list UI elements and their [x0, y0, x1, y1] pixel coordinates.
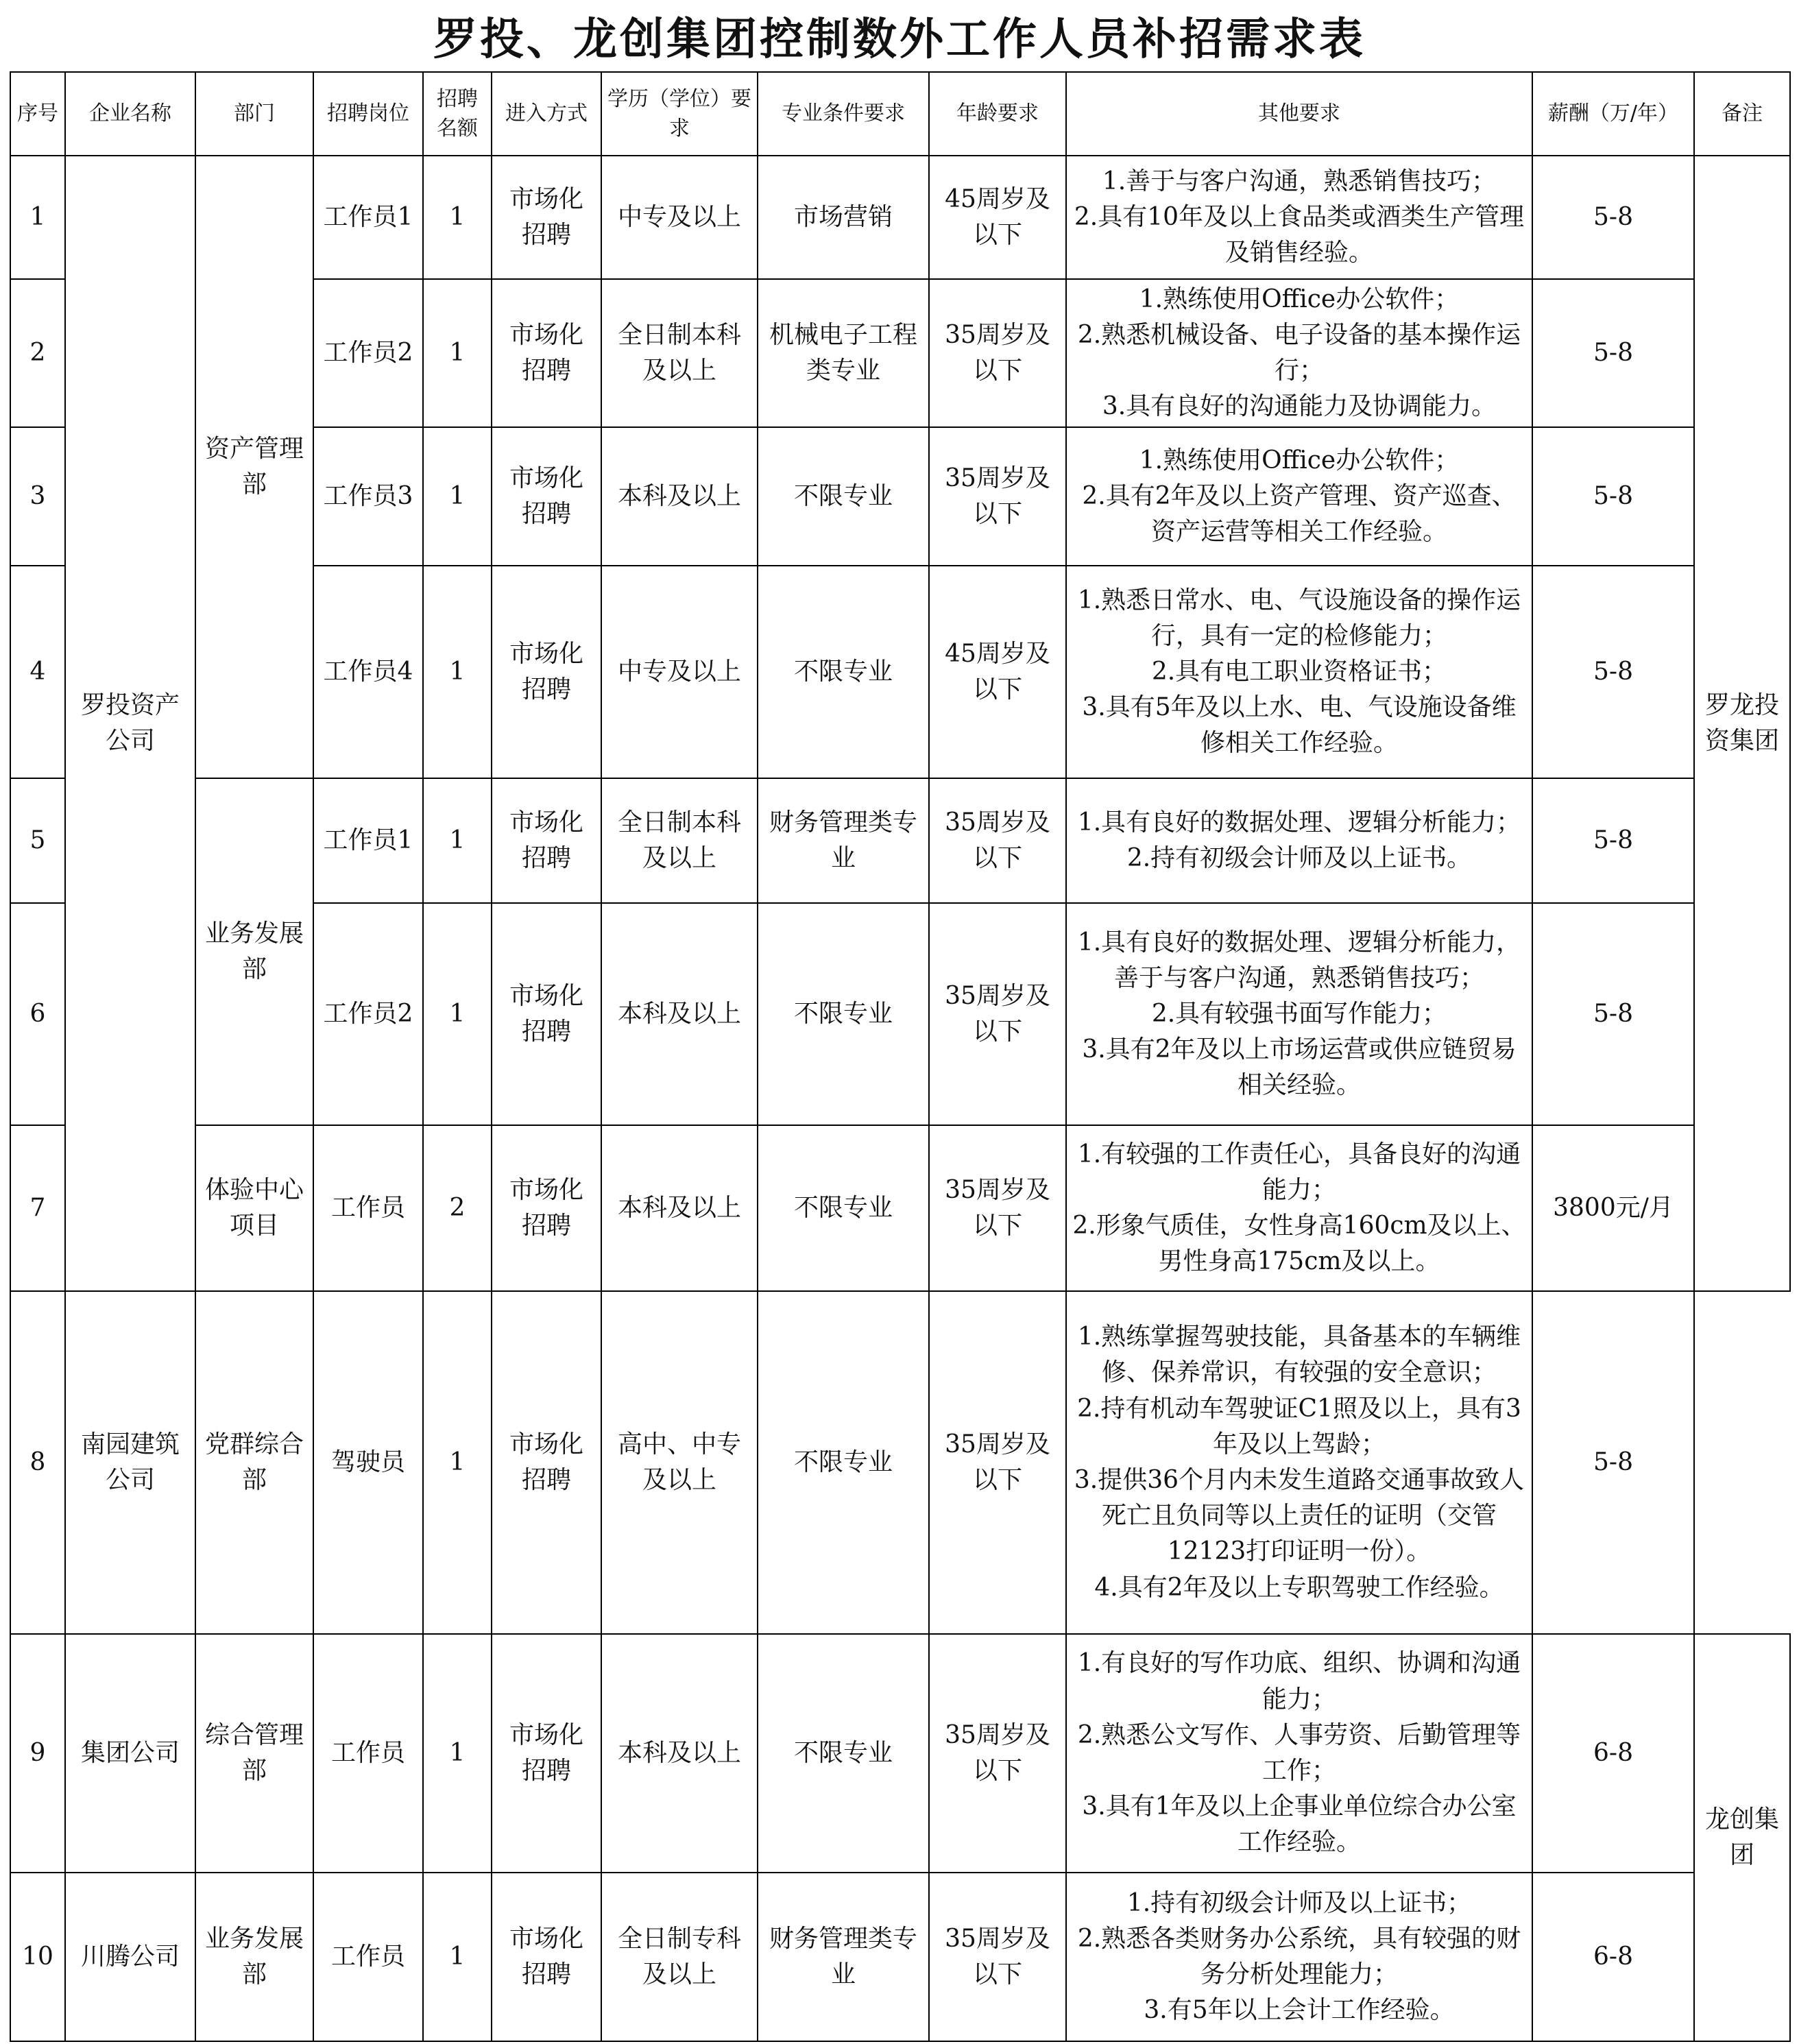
- cell-remark: 罗龙投资集团: [1694, 156, 1790, 1291]
- cell-salary: 5-8: [1532, 279, 1694, 427]
- cell-other: [1066, 566, 1532, 778]
- table-row: [10, 1873, 1790, 2041]
- cell-major: 机械电子工程类专业: [758, 279, 929, 427]
- cell-other: [1066, 427, 1532, 566]
- other-line: 2.熟悉机械设备、电子设备的基本操作运行；: [1077, 320, 1521, 385]
- cell-company: 集团公司: [65, 1634, 195, 1873]
- cell-age: 45周岁及以下: [929, 566, 1066, 778]
- cell-position: 工作员: [313, 1873, 423, 2041]
- cell-seq: 3: [10, 427, 65, 566]
- cell-method: 市场化招聘: [492, 1873, 601, 2041]
- other-line: 3.具有5年及以上水、电、气设施设备维修相关工作经验。: [1082, 693, 1517, 758]
- cell-age: 35周岁及以下: [929, 1873, 1066, 2041]
- other-line: 2.熟悉各类财务办公系统，具有较强的财务分析处理能力；: [1077, 1924, 1521, 1988]
- other-line: 3.具有1年及以上企事业单位综合办公室工作经验。: [1082, 1792, 1517, 1857]
- cell-method: 市场化招聘: [492, 1125, 601, 1291]
- cell-company: 川腾公司: [65, 1873, 195, 2041]
- cell-quota: 1: [423, 778, 492, 903]
- other-line: 1.有良好的写作功底、组织、协调和沟通能力；: [1077, 1649, 1521, 1714]
- cell-method: 市场化招聘: [492, 566, 601, 778]
- cell-dept: 业务发展部: [195, 778, 313, 1125]
- cell-seq: 4: [10, 566, 65, 778]
- cell-quota: 1: [423, 903, 492, 1125]
- cell-major: 不限专业: [758, 1125, 929, 1291]
- cell-edu: 本科及以上: [601, 903, 758, 1125]
- cell-company: 南园建筑公司: [65, 1291, 195, 1634]
- cell-other: [1066, 778, 1532, 903]
- cell-position: 工作员4: [313, 566, 423, 778]
- other-line: 1.熟练使用Office办公软件；: [1139, 446, 1460, 474]
- cell-age: 45周岁及以下: [929, 156, 1066, 279]
- cell-position: 工作员2: [313, 279, 423, 427]
- cell-edu: 中专及以上: [601, 156, 758, 279]
- cell-quota: 1: [423, 156, 492, 279]
- cell-seq: 6: [10, 903, 65, 1125]
- cell-method: 市场化招聘: [492, 279, 601, 427]
- cell-major: 不限专业: [758, 566, 929, 778]
- cell-other: [1066, 279, 1532, 427]
- cell-position: 工作员2: [313, 903, 423, 1125]
- cell-method: 市场化招聘: [492, 156, 601, 279]
- cell-method: 市场化招聘: [492, 1634, 601, 1873]
- cell-age: 35周岁及以下: [929, 1291, 1066, 1634]
- cell-major: 不限专业: [758, 1634, 929, 1873]
- other-line: 1.持有初级会计师及以上证书；: [1126, 1888, 1472, 1917]
- cell-major: 不限专业: [758, 1291, 929, 1634]
- cell-other: [1066, 1873, 1532, 2041]
- other-line: 1.具有良好的数据处理、逻辑分析能力；: [1077, 808, 1521, 837]
- other-line: 3.具有2年及以上市场运营或供应链贸易相关经验。: [1082, 1035, 1517, 1100]
- header-edu: 学历（学位）要求: [601, 72, 758, 156]
- cell-other: [1066, 156, 1532, 279]
- other-line: 2.具有较强书面写作能力；: [1151, 999, 1447, 1028]
- other-line: 3.有5年以上会计工作经验。: [1144, 1996, 1455, 2025]
- other-line: 3.提供36个月内未发生道路交通事故致人死亡且负同等以上责任的证明（交管12123打印证明一份）。: [1074, 1466, 1525, 1566]
- table-row: [10, 1634, 1790, 1873]
- cell-seq: 5: [10, 778, 65, 903]
- cell-method: 市场化招聘: [492, 1291, 601, 1634]
- header-salary: 薪酬（万/年）: [1532, 72, 1694, 156]
- other-line: 2.形象气质佳，女性身高160cm及以上、男性身高175cm及以上。: [1072, 1212, 1526, 1276]
- cell-quota: 1: [423, 1873, 492, 2041]
- cell-age: 35周岁及以下: [929, 778, 1066, 903]
- cell-major: 财务管理类专业: [758, 778, 929, 903]
- header-dept: 部门: [195, 72, 313, 156]
- cell-salary: 6-8: [1532, 1634, 1694, 1873]
- cell-age: 35周岁及以下: [929, 427, 1066, 566]
- cell-major: 不限专业: [758, 903, 929, 1125]
- table-row: [10, 778, 1790, 903]
- cell-other: [1066, 1125, 1532, 1291]
- cell-salary: 6-8: [1532, 1873, 1694, 2041]
- cell-position: 驾驶员: [313, 1291, 423, 1634]
- cell-age: 35周岁及以下: [929, 903, 1066, 1125]
- cell-position: 工作员: [313, 1125, 423, 1291]
- other-line: 1.具有良好的数据处理、逻辑分析能力，善于与客户沟通，熟悉销售技巧；: [1077, 928, 1521, 992]
- cell-dept: 综合管理部: [195, 1634, 313, 1873]
- cell-quota: 1: [423, 1634, 492, 1873]
- cell-edu: 全日制本科及以上: [601, 279, 758, 427]
- other-line: 1.熟悉日常水、电、气设施设备的操作运行，具有一定的检修能力；: [1077, 586, 1521, 650]
- cell-quota: 1: [423, 279, 492, 427]
- cell-quota: 1: [423, 566, 492, 778]
- cell-major: 不限专业: [758, 427, 929, 566]
- cell-edu: 高中、中专及以上: [601, 1291, 758, 1634]
- cell-edu: 全日制本科及以上: [601, 778, 758, 903]
- cell-edu: 本科及以上: [601, 1634, 758, 1873]
- cell-salary: 5-8: [1532, 1291, 1694, 1634]
- cell-seq: 2: [10, 279, 65, 427]
- cell-salary: 5-8: [1532, 427, 1694, 566]
- cell-age: 35周岁及以下: [929, 1634, 1066, 1873]
- cell-edu: 中专及以上: [601, 566, 758, 778]
- page-title: 罗投、龙创集团控制数外工作人员补招需求表: [433, 14, 1366, 65]
- cell-method: 市场化招聘: [492, 778, 601, 903]
- cell-position: 工作员: [313, 1634, 423, 1873]
- cell-quota: 2: [423, 1125, 492, 1291]
- table-row: [10, 156, 1790, 279]
- cell-seq: 7: [10, 1125, 65, 1291]
- table-row: [10, 1125, 1790, 1291]
- header-seq: 序号: [10, 72, 65, 156]
- other-line: 1.熟练掌握驾驶技能，具备基本的车辆维修、保养常识，有较强的安全意识；: [1077, 1323, 1521, 1387]
- other-line: 1.熟练使用Office办公软件；: [1139, 285, 1460, 313]
- cell-remark: 龙创集团: [1694, 1634, 1790, 2041]
- header-position: 招聘岗位: [313, 72, 423, 156]
- other-line: 2.具有10年及以上食品类或酒类生产管理及销售经验。: [1074, 202, 1525, 267]
- header-company: 企业名称: [65, 72, 195, 156]
- other-line: 2.具有2年及以上资产管理、资产巡查、资产运营等相关工作经验。: [1082, 481, 1517, 546]
- cell-salary: 5-8: [1532, 778, 1694, 903]
- cell-dept: 资产管理部: [195, 156, 313, 778]
- header-method: 进入方式: [492, 72, 601, 156]
- cell-other: [1066, 1634, 1532, 1873]
- header-remark: 备注: [1694, 72, 1790, 156]
- header-other: 其他要求: [1066, 72, 1532, 156]
- cell-salary: 5-8: [1532, 903, 1694, 1125]
- cell-position: 工作员1: [313, 778, 423, 903]
- other-line: 2.具有电工职业资格证书；: [1151, 657, 1447, 686]
- cell-edu: 全日制专科及以上: [601, 1873, 758, 2041]
- cell-method: 市场化招聘: [492, 903, 601, 1125]
- cell-seq: 9: [10, 1634, 65, 1873]
- cell-quota: 1: [423, 1291, 492, 1634]
- cell-age: 35周岁及以下: [929, 279, 1066, 427]
- cell-quota: 1: [423, 427, 492, 566]
- cell-salary: 5-8: [1532, 156, 1694, 279]
- cell-position: 工作员3: [313, 427, 423, 566]
- recruitment-table: [10, 71, 1791, 2042]
- cell-age: 35周岁及以下: [929, 1125, 1066, 1291]
- cell-position: 工作员1: [313, 156, 423, 279]
- cell-seq: 8: [10, 1291, 65, 1634]
- other-line: 1.善于与客户沟通，熟悉销售技巧；: [1102, 167, 1497, 195]
- table-row: [10, 1291, 1790, 1634]
- other-line: 3.具有良好的沟通能力及协调能力。: [1102, 392, 1497, 421]
- header-quota: 招聘名额: [423, 72, 492, 156]
- other-line: 1.有较强的工作责任心，具备良好的沟通能力；: [1077, 1140, 1521, 1204]
- header-row: [10, 72, 1790, 156]
- cell-other: [1066, 1291, 1532, 1634]
- other-line: 4.具有2年及以上专职驾驶工作经验。: [1094, 1573, 1504, 1602]
- cell-major: 财务管理类专业: [758, 1873, 929, 2041]
- cell-company: 罗投资产公司: [65, 156, 195, 1291]
- cell-dept: 业务发展部: [195, 1873, 313, 2041]
- cell-dept: 体验中心项目: [195, 1125, 313, 1291]
- cell-dept: 党群综合部: [195, 1291, 313, 1634]
- cell-edu: 本科及以上: [601, 427, 758, 566]
- cell-seq: 1: [10, 156, 65, 279]
- cell-salary: 5-8: [1532, 566, 1694, 778]
- cell-other: [1066, 903, 1532, 1125]
- cell-seq: 10: [10, 1873, 65, 2041]
- header-major: 专业条件要求: [758, 72, 929, 156]
- header-age: 年龄要求: [929, 72, 1066, 156]
- cell-major: 市场营销: [758, 156, 929, 279]
- cell-method: 市场化招聘: [492, 427, 601, 566]
- other-line: 2.持有初级会计师及以上证书。: [1126, 844, 1472, 872]
- cell-edu: 本科及以上: [601, 1125, 758, 1291]
- other-line: 2.熟悉公文写作、人事劳资、后勤管理等工作；: [1077, 1720, 1521, 1785]
- other-line: 2.持有机动车驾驶证C1照及以上，具有3年及以上驾龄；: [1077, 1394, 1521, 1458]
- cell-salary: 3800元/月: [1532, 1125, 1694, 1291]
